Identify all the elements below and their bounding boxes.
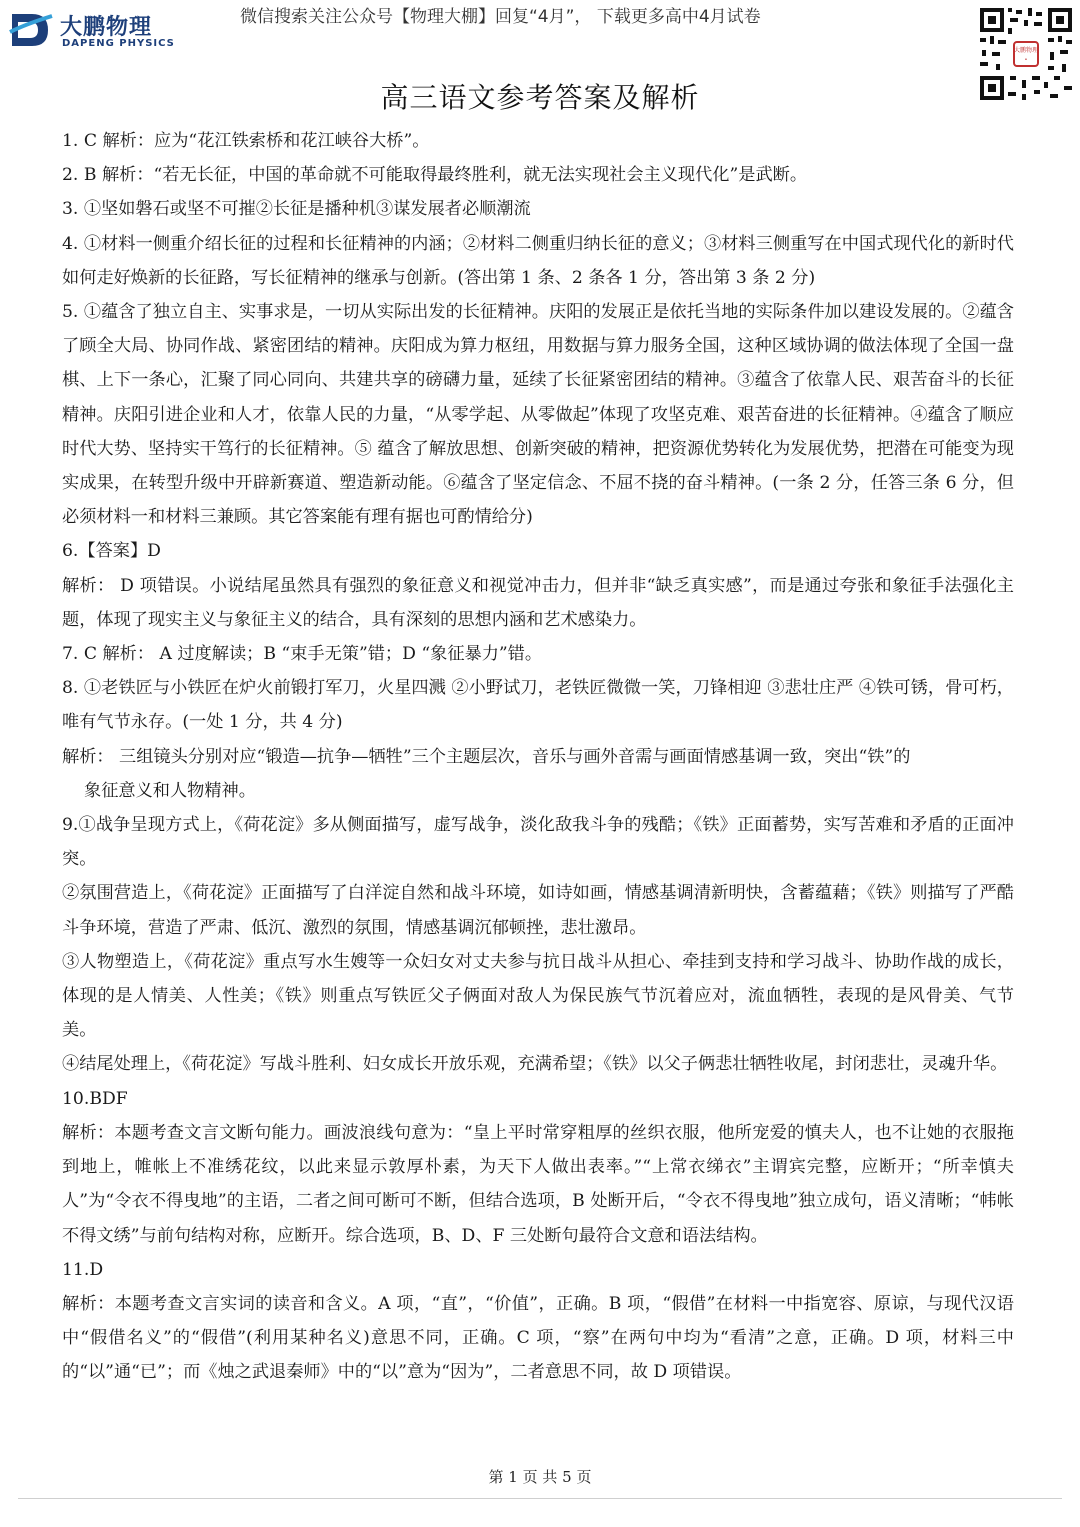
answer-item: 4. ①材料一侧重介绍长征的过程和长征精神的内涵；②材料二侧重归纳长征的意义；③材料三侧重写在中国式现代化的新时代如何走好焕新的长征路，写长征精神的继承与创新。(答出第 1 条、2 条各 1 分，答出第 3 条 2 分) — [62, 233, 1014, 288]
svg-text:•: • — [1024, 57, 1028, 63]
answer-explanation: 解析： 三组镜头分别对应“锻造—抗争—牺牲”三个主题层次，音乐与画外音需与画面情感基调一致，突出“铁”的 — [62, 746, 911, 767]
logo-english-name: DAPENG PHYSICS — [62, 38, 175, 49]
answer-item: 8. ①老铁匠与小铁匠在炉火前锻打军刀，火星四溅 ②小野试刀，老铁匠微微一笑，刀锋相迎 ③悲壮庄严 ④铁可锈，骨可朽，唯有气节永存。(一处 1 分，共 4 分) — [62, 678, 1014, 733]
brand-logo — [8, 8, 208, 52]
bottom-divider — [18, 1498, 1062, 1499]
promo-banner: 微信搜索关注公众号【物理大棚】回复“4月”， 下载更多高中4月试卷 — [240, 7, 761, 27]
page-number: 第 1 页 共 5 页 — [488, 1468, 592, 1486]
answer-item: 1. C 解析：应为“花江铁索桥和花江峡谷大桥”。 — [62, 131, 430, 151]
answer-item: 7. C 解析： A 过度解读；B “束手无策”错；D “象征暴力”错。 — [62, 644, 543, 665]
answer-body — [62, 124, 1014, 1390]
answer-item: ③人物塑造上，《荷花淀》重点写水生嫂等一众妇女对丈夫参与抗日战斗从担心、牵挂到支持和学习战斗、协助作战的成长，体现的是人情美、人性美；《铁》则重点写铁匠父子俩面对敌人为保民族气节沉着应对，流血牺牲，表现的是风骨美、气节美。 — [62, 951, 1014, 1041]
answer-item: 2. B 解析：“若无长征，中国的革命就不可能取得最终胜利，就无法实现社会主义现代化”是武断。 — [62, 165, 808, 186]
answer-explanation: 象征意义和人物精神。 — [84, 780, 256, 801]
answer-item: 10.BDF — [62, 1088, 128, 1109]
logo-chinese-name: 大鹏物理 — [60, 15, 153, 40]
answer-item: 5. ①蕴含了独立自主、实事求是，一切从实际出发的长征精神。庆阳的发展正是依托当地的实际条件加以建设发展的。②蕴含了顾全大局、协同作战、紧密团结的精神。庆阳成为算力枢纽，用数据与算力服务全国，这种区域协调的做法体现了全国一盘棋、上下一条心，汇聚了同心同向、共建共享的磅礴力量，延续了长征紧密团结的精神。③蕴含了依靠人民、艰苦奋斗的长征精神。庆阳引进企业和人才，依靠人民的力量，“从零学起、从零做起”体现了攻坚克难、艰苦奋进的长征精神。④蕴含了顺应时代大势、坚持实干笃行的长征精神。⑤ 蕴含了解放思想、创新突破的精神，把资源优势转化为发展优势，把潜在可能变为现实成果，在转型升级中开辟新赛道、塑造新动能。⑥蕴含了坚定信念、不屈不挠的奋斗精神。(一条 2 分，任答三条 6 分，但必须材料一和材料三兼顾。其它答案能有理有据也可酌情给分) — [62, 302, 1014, 528]
answer-explanation: 解析：本题考查文言文断句能力。画波浪线句意为：“皇上平时常穿粗厚的丝织衣服，他所宠爱的慎夫人，也不让她的衣服拖到地上，帷帐上不准绣花纹，以此来显示敦厚朴素，为天下人做出表率。”“上常衣绨衣”主谓宾完整，应断开；“所幸慎夫人”为“令衣不得曳地”的主语，二者之间可断可不断，但结合选项，B 处断开后，“令衣不得曳地”独立成句，语义清晰；“帏帐不得文绣”与前句结构对称，应断开。综合选项，B、D、F 三处断句最符合文意和语法结构。 — [62, 1122, 1014, 1246]
answer-item: 11.D — [62, 1259, 104, 1280]
dapeng-logo-icon — [8, 10, 54, 50]
answer-item: 9.①战争呈现方式上，《荷花淀》多从侧面描写，虚写战争，淡化敌我斗争的残酷；《铁》正面蓄势，实写苦难和矛盾的正面冲突。 — [62, 815, 1014, 870]
answer-item: ④结尾处理上，《荷花淀》写战斗胜利、妇女成长开放乐观，充满希望；《铁》以父子俩悲壮牺牲收尾，封闭悲壮，灵魂升华。 — [62, 1054, 1008, 1075]
page-title: 高三语文参考答案及解析 — [380, 81, 700, 114]
answer-item: 3. ①坚如磐石或坚不可摧②长征是播种机③谋发展者必顺潮流 — [62, 199, 531, 220]
svg-text:大鹏物理: 大鹏物理 — [1013, 47, 1039, 54]
answer-explanation: 解析：本题考查文言实词的读音和含义。A 项，“直”，“价值”，正确。B 项，“假借”在材料一中指宽容、原谅，与现代汉语中“假借名义”的“假借”(利用某种名义)意思不同，正确。C 项，“察”在两句中均为“看清”之意，正确。D 项，材料三中的“以”通“已”；而《烛之武退秦师》中的“以”意为“因为”，二者意思不同，故 D 项错误。 — [62, 1293, 1014, 1383]
answer-item: 6.【答案】D — [62, 541, 161, 562]
answer-item: ②氛围营造上，《荷花淀》正面描写了白洋淀自然和战斗环境，如诗如画，情感基调清新明快，含蓄蕴藉；《铁》则描写了严酷斗争环境，营造了严肃、低沉、激烈的氛围，情感基调沉郁顿挫，悲壮激昂。 — [62, 883, 1014, 938]
answer-explanation: 解析： D 项错误。小说结尾虽然具有强烈的象征意义和视觉冲击力，但并非“缺乏真实感”，而是通过夸张和象征手法强化主题，体现了现实主义与象征主义的结合，具有深刻的思想内涵和艺术感染力。 — [62, 575, 1014, 630]
